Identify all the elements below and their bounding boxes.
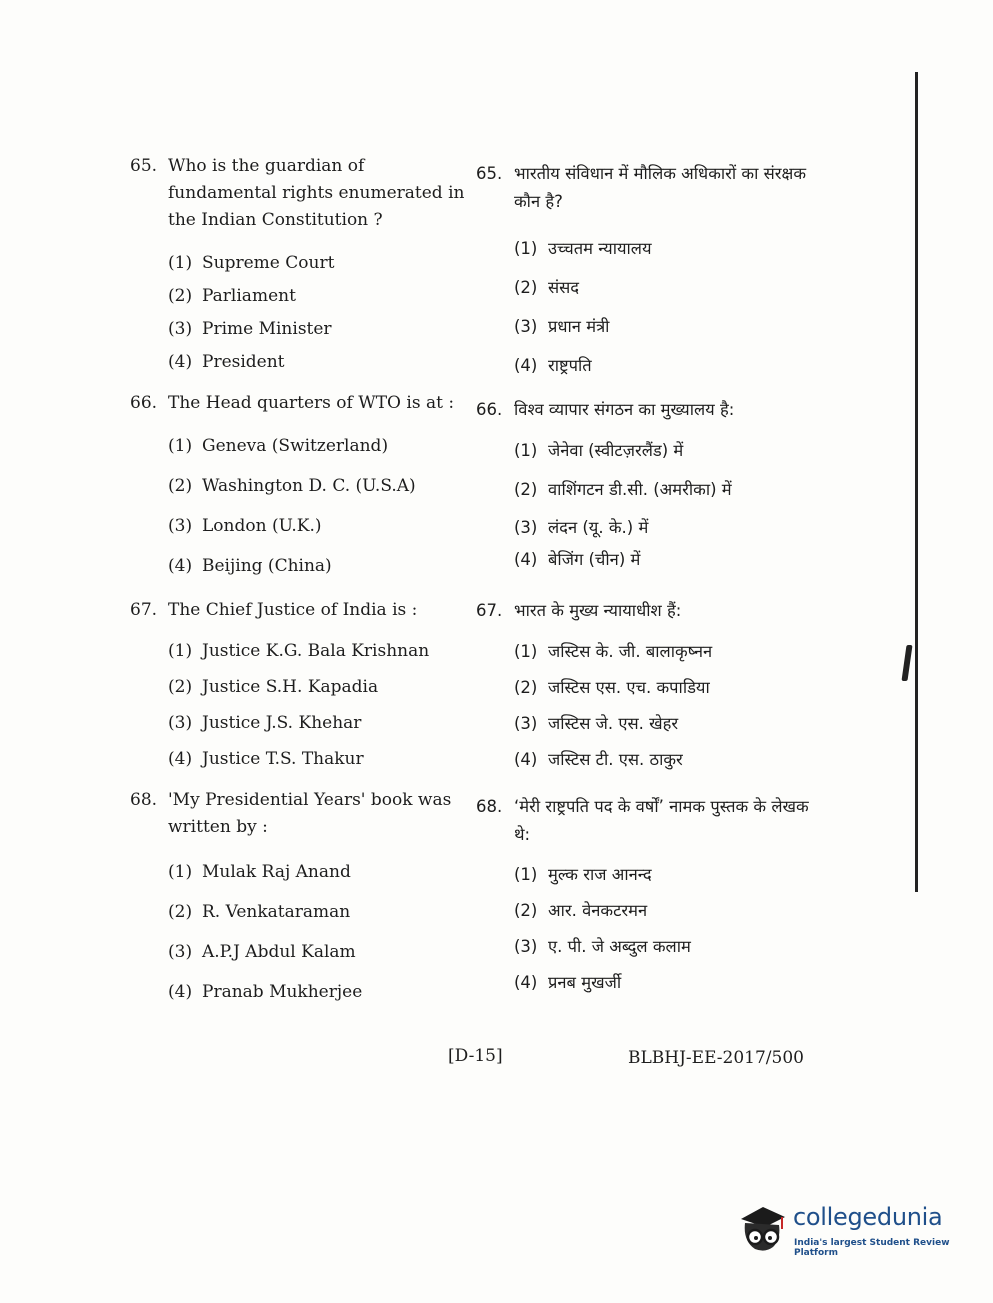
page-number: [D-15] (448, 1046, 503, 1066)
option-text: राष्ट्रपति (548, 356, 592, 375)
answer-option (168, 939, 356, 966)
option-text: Mulak Raj Anand (202, 862, 351, 882)
question-text: The Chief Justice of India is : (168, 600, 418, 620)
answer-option (168, 349, 285, 376)
option-text: मुल्क राज आनन्द (548, 865, 652, 884)
option-text: London (U.K.) (202, 516, 322, 536)
option-number: (4) (168, 982, 193, 1002)
question-stem (130, 787, 465, 841)
answer-option (514, 933, 691, 961)
question-stem (476, 793, 821, 849)
option-number: (2) (514, 480, 538, 499)
option-number: (1) (168, 641, 193, 661)
answer-option (514, 235, 652, 263)
answer-option (514, 674, 710, 702)
option-text: Parliament (202, 286, 296, 306)
answer-option (514, 352, 592, 380)
option-text: President (202, 352, 285, 372)
option-number: (3) (514, 937, 538, 956)
answer-option (514, 710, 678, 738)
question-hi (476, 793, 821, 992)
option-number: (3) (168, 713, 193, 733)
question-text: विश्व व्यापार संगठन का मुख्यालय है: (514, 400, 735, 419)
option-number: (4) (168, 352, 193, 372)
question-stem (476, 597, 821, 625)
option-text: आर. वेनकटरमन (548, 901, 648, 920)
option-number: (4) (514, 750, 538, 769)
option-number: (4) (514, 550, 538, 569)
option-text: Justice K.G. Bala Krishnan (202, 641, 430, 661)
answer-option (514, 546, 640, 574)
option-text: बेजिंग (चीन) में (548, 550, 641, 569)
option-text: ए. पी. जे अब्दुल कलाम (548, 937, 691, 956)
answer-option (168, 553, 332, 580)
option-number: (3) (514, 518, 538, 537)
question-number: 65. (476, 164, 503, 183)
answer-option (168, 283, 296, 310)
option-number: (3) (168, 319, 193, 339)
collegedunia-watermark[interactable] (735, 1195, 965, 1260)
option-number: (3) (514, 714, 538, 733)
option-number: (3) (168, 942, 193, 962)
option-number: (2) (168, 286, 193, 306)
option-text: जेनेवा (स्वीटज़रलैंड) में (548, 441, 684, 460)
option-text: A.P.J Abdul Kalam (202, 942, 356, 962)
option-number: (2) (514, 278, 538, 297)
student-mascot-icon (735, 1197, 791, 1255)
question-en (130, 153, 465, 372)
option-number: (1) (168, 436, 193, 456)
answer-option (514, 861, 652, 889)
option-number: (4) (168, 556, 193, 576)
option-text: संसद (548, 278, 580, 297)
answer-option (168, 674, 378, 701)
answer-option (514, 274, 579, 302)
answer-option (514, 638, 712, 666)
question-stem (130, 390, 465, 417)
scan-edge-line (915, 72, 918, 892)
option-number: (4) (514, 973, 538, 992)
question-number: 66. (130, 393, 158, 413)
answer-option (168, 316, 332, 343)
answer-option (514, 476, 732, 504)
answer-option (514, 969, 621, 997)
option-number: (2) (168, 902, 193, 922)
answer-option (514, 897, 647, 925)
option-text: Washington D. C. (U.S.A) (202, 476, 416, 496)
option-number: (1) (514, 239, 538, 258)
answer-option (514, 514, 648, 542)
option-text: Justice S.H. Kapadia (202, 677, 379, 697)
option-text: Supreme Court (202, 253, 335, 273)
question-number: 67. (476, 601, 503, 620)
question-text: 'My Presidential Years' book was written by : (168, 790, 452, 838)
option-number: (3) (514, 317, 538, 336)
option-text: जस्टिस के. जी. बालाकृष्नन (548, 642, 713, 661)
question-stem (130, 597, 465, 624)
option-text: जस्टिस टी. एस. ठाकुर (548, 750, 683, 769)
answer-option (514, 313, 609, 341)
option-text: प्रधान मंत्री (548, 317, 610, 336)
answer-option (168, 638, 429, 665)
option-number: (2) (514, 901, 538, 920)
option-text: जस्टिस एस. एच. कपाडिया (548, 678, 710, 697)
option-number: (2) (168, 476, 193, 496)
option-number: (3) (168, 516, 193, 536)
question-en (130, 597, 465, 769)
option-number: (2) (514, 678, 538, 697)
option-number: (4) (514, 356, 538, 375)
answer-option (168, 746, 364, 773)
watermark-brand: collegedunia (793, 1203, 943, 1231)
question-en (130, 390, 465, 576)
option-number: (4) (168, 749, 193, 769)
watermark-tagline: India's largest Student Review Platform (794, 1238, 950, 1258)
option-number: (1) (514, 441, 538, 460)
option-number: (2) (168, 677, 193, 697)
question-number: 68. (130, 790, 158, 810)
answer-option (168, 899, 350, 926)
question-text: भारत के मुख्य न्यायाधीश हैं: (514, 601, 682, 620)
answer-option (168, 513, 321, 540)
answer-option (168, 250, 334, 277)
answer-option (514, 746, 683, 774)
question-text: The Head quarters of WTO is at : (168, 393, 455, 413)
answer-option (168, 979, 362, 1006)
scan-edge-mark (901, 645, 912, 681)
question-stem (476, 160, 821, 216)
option-number: (1) (168, 253, 193, 273)
option-text: Beijing (China) (202, 556, 332, 576)
question-stem (476, 396, 821, 424)
option-text: वाशिंगटन डी.सी. (अमरीका) में (548, 480, 732, 499)
option-number: (1) (168, 862, 193, 882)
question-en (130, 787, 465, 1002)
option-text: R. Venkataraman (202, 902, 351, 922)
answer-option (168, 859, 351, 886)
question-hi (476, 597, 821, 769)
question-hi (476, 396, 821, 569)
option-text: Justice T.S. Thakur (202, 749, 364, 769)
option-text: लंदन (यू. के.) में (548, 518, 649, 537)
answer-option (168, 473, 416, 500)
option-text: Justice J.S. Khehar (202, 713, 362, 733)
question-number: 67. (130, 600, 158, 620)
paper-code: BLBHJ-EE-2017/500 (628, 1048, 804, 1068)
question-number: 66. (476, 400, 503, 419)
question-number: 68. (476, 797, 503, 816)
answer-option (168, 433, 388, 460)
option-text: प्रनब मुखर्जी (548, 973, 622, 992)
question-text: Who is the guardian of fundamental rights enumerated in the Indian Constitution ? (168, 156, 465, 231)
question-text: ‘मेरी राष्ट्रपति पद के वर्षों’ नामक पुस्तक के लेखक थे: (514, 797, 809, 845)
option-text: Prime Minister (202, 319, 332, 339)
option-text: Geneva (Switzerland) (202, 436, 389, 456)
question-number: 65. (130, 156, 158, 176)
answer-option (514, 437, 683, 465)
answer-option (168, 710, 361, 737)
question-stem (130, 153, 465, 235)
question-text: भारतीय संविधान में मौलिक अधिकारों का संरक्षक कौन है? (514, 164, 807, 212)
question-hi (476, 160, 821, 375)
option-text: उच्चतम न्यायालय (548, 239, 652, 258)
option-text: Pranab Mukherjee (202, 982, 363, 1002)
option-number: (1) (514, 642, 538, 661)
option-text: जस्टिस जे. एस. खेहर (548, 714, 679, 733)
option-number: (1) (514, 865, 538, 884)
